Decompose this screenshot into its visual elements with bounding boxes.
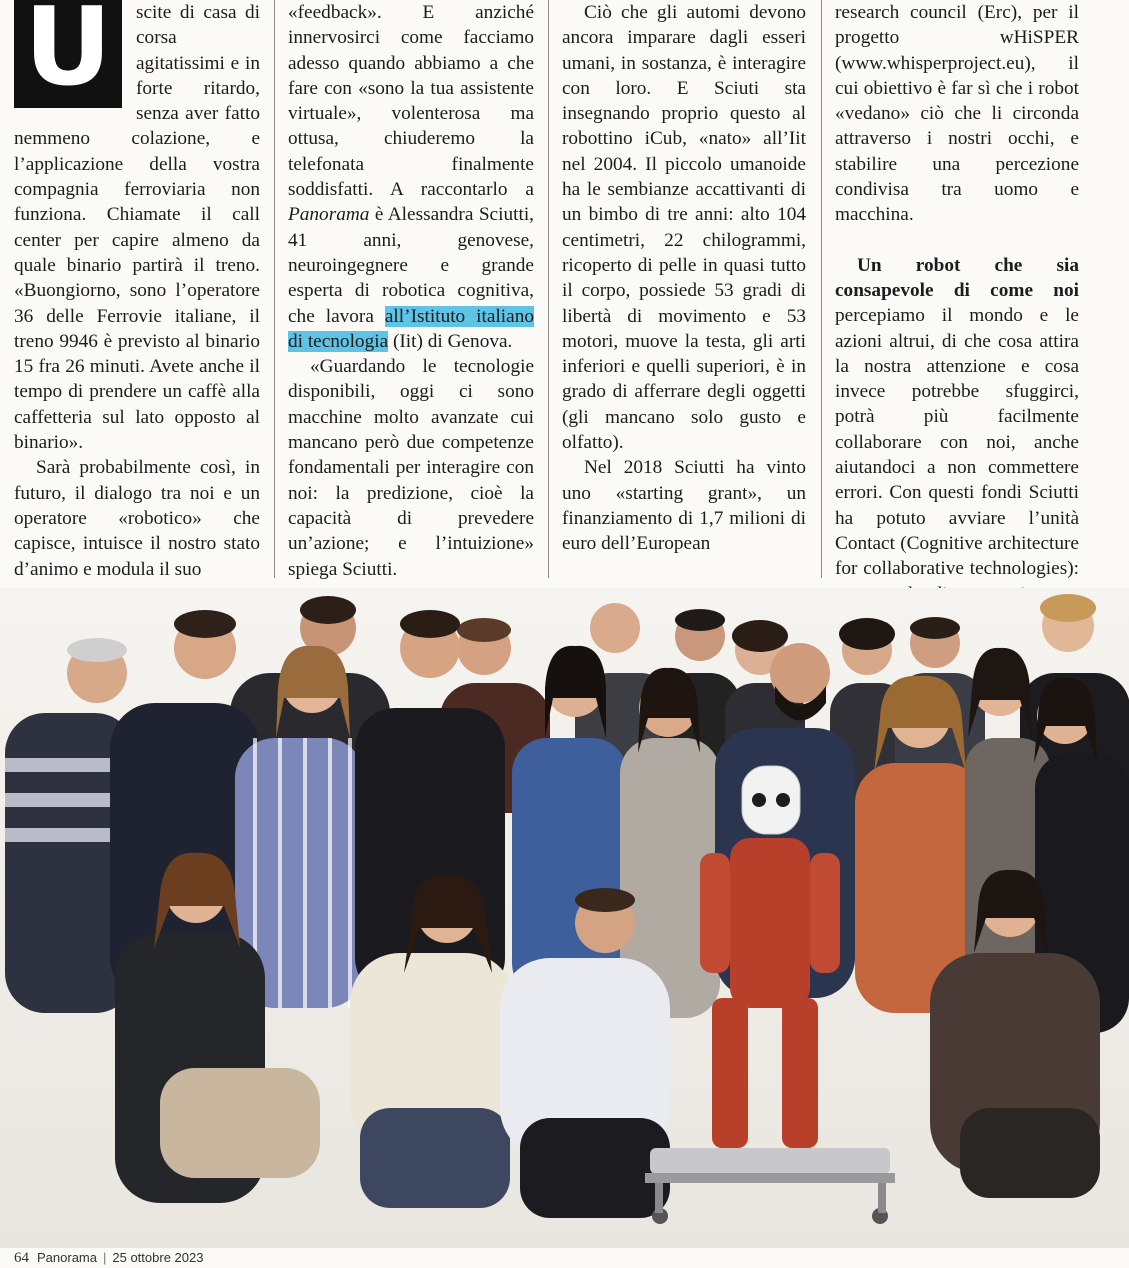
article-column-1 [14,0,260,578]
group-photo-illustration [0,588,1129,1248]
column-divider [548,0,549,578]
column-divider [274,0,275,578]
highlighted-text[interactable]: all’Istituto italiano di tecnologia [288,305,534,352]
lead-in: Un robot che sia consapevole di come noi [835,254,1079,301]
paragraph: Nel 2018 Sciutti ha vinto uno «starting grant», un finanziamento di 1,7 milioni di euro dell’European [562,457,806,555]
paragraph: scite di casa di corsa agitatissimi e in forte ritardo, senza aver fatto nemmeno colazione, e l’applicazione della vostra compagnia ferroviaria non funziona. Chiamate il call center per capire almeno da quale binario partirà il treno. «Buongiorno, sono l’operatore 36 delle Ferrovie italiane, il treno 9946 è previsto al binario 15 fra 26 minuti. Avete anche il tempo di prendere un caffè alla caffetteria sul lato opposto al binario». [14,2,260,454]
paragraph: Sarà probabilmente così, in futuro, il dialogo tra noi e un operatore «robotico» che capisce, intuisce il nostro stato d’animo e modula il suo [14,457,260,580]
footer-separator: | [102,1250,107,1265]
drop-cap: U [14,0,122,108]
article-column-2 [288,0,534,578]
paragraph: «Guardando le tecnologie disponibili, oggi ci sono macchine molto avanzate cui mancano però due competenze fondamentali per interagire con noi: la predizione, cioè la capacità di prevedere un’azione; e l’intuizione» spiega Sciutti. [288,356,534,580]
paragraph: «feedback». E anziché innervosirci come facciamo adesso quando abbiamo a che fare con «sono la tua assistente virtuale», volenterosa ma ottusa, chiuderemo la telefonata finalmente soddisfatti. A raccontarlo a Panorama è Alessandra Sciutti, 41 anni, genovese, neuroingegnere e grande esperta di robotica cognitiva, che lavora all’Istituto italiano di tecnologia (Iit) di Genova. [288,2,534,352]
page-number: 64 [14,1250,29,1266]
page-footer [14,1250,203,1267]
column-divider [821,0,822,578]
group-photo [0,588,1129,1248]
magazine-name: Panorama [37,1250,97,1265]
article-column-3 [562,0,806,578]
issue-date: 25 ottobre 2023 [112,1250,204,1265]
paragraph: Un robot che sia consapevole di come noi percepiamo il mondo e le azioni altrui, di che cosa attira la nostra attenzione e cosa invece potrebbe sfuggirci, potrà più facilmente collaborare con noi, anche aiutandoci a non commettere errori. Con questi fondi Sciutti ha potuto avviare l’unità Contact (Cognitive architecture for collaborative technologies): [835,254,1079,580]
paragraph: Ciò che gli automi devono ancora imparare dagli esseri umani, in sostanza, è interagire con loro. E Sciuti sta insegnando proprio questo al robottino iCub, «nato» all’Iit nel 2004. Il piccolo umanoide ha le sembianze accattivanti di un bimbo di tre anni: alto 104 centimetri, 22 chilogrammi, ricoperto di pelle in quasi tutto il corpo, possiede 53 gradi di libertà di movimento e 53 motori, muove la testa, gli arti inferiori e quelli superiori, è in grado di afferrare degli oggetti (gli mancano solo gusto e olfatto). [562,2,806,454]
article-column-4 [835,0,1079,578]
paragraph: research council (Erc), per il progetto wHiSPER (www.whisperproject.eu), il cui obiettivo è far sì che i robot «vedano» ciò che li circonda attraverso i nostri occhi, e stabilire una percezione condivisa tra uomo e macchina. [835,2,1079,226]
